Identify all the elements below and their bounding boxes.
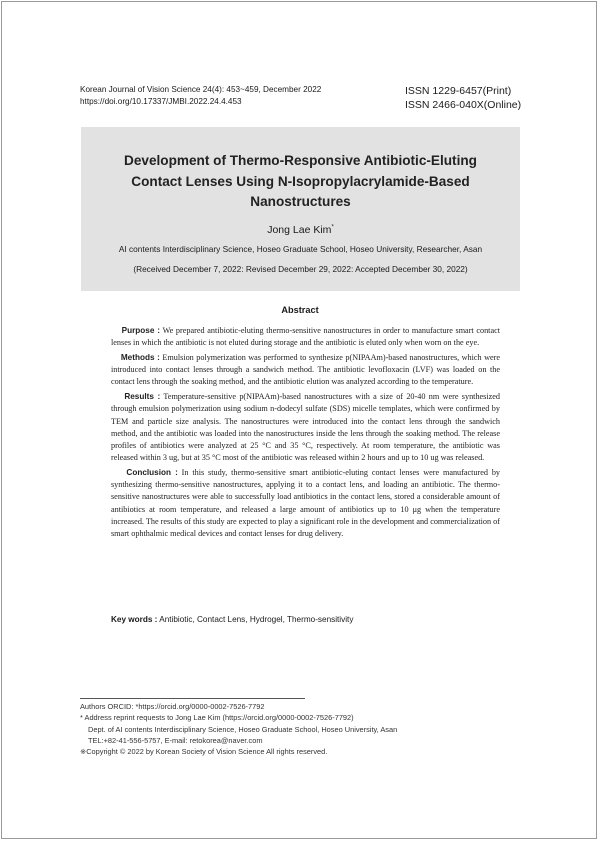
author-line <box>81 224 520 236</box>
author-mark: * <box>331 224 334 231</box>
keywords-label: Key words : <box>111 615 158 624</box>
abstract-purpose <box>111 325 500 349</box>
title-line-1: Development of Thermo-Responsive Antibiotic-Eluting <box>124 153 477 168</box>
purpose-label: Purpose : <box>121 326 161 335</box>
abstract-results <box>111 391 500 464</box>
keywords-text: Antibiotic, Contact Lens, Hydrogel, Thermo-sensitivity <box>159 615 354 624</box>
footnotes <box>80 701 520 757</box>
issn-online: ISSN 2466-040X(Online) <box>405 99 522 111</box>
abstract-methods <box>111 352 500 389</box>
keywords <box>111 615 500 624</box>
conclusion-label: Conclusion : <box>126 468 178 478</box>
results-label: Results : <box>124 392 161 402</box>
footnote-divider <box>80 698 305 699</box>
footnote-contact: TEL:+82-41-556-5757, E-mail: retokorea@naver.com <box>88 735 263 745</box>
author-affiliation: AI contents Interdisciplinary Science, Hoseo Graduate School, Hoseo University, Researcher, Asan <box>118 244 483 254</box>
journal-citation: Korean Journal of Vision Science 24(4): 453~459, December 2022 <box>80 85 322 94</box>
doi-link[interactable]: https://doi.org/10.17337/JMBI.2022.24.4.453 <box>80 97 242 106</box>
title-box <box>81 127 520 291</box>
methods-label: Methods : <box>120 353 160 362</box>
received-dates: (Received December 7, 2022: Revised December 29, 2022: Accepted December 30, 2022) <box>133 264 468 274</box>
conclusion-text: In this study, thermo-sensitive smart antibiotic-eluting contact lenses were manufactured by synthesizing thermo-sensitive nanostructures, applying it to a contact lens, and loading an antibiotic. The thermo-sensitive nanostructures were able to successfully load antibiotics in the contact lens, stored a considerable amount of antibiotics at room temperature, and released a large amount of antibiotics up to 10 μg when the temperature increased. The results of this study are expected to play a significant role in the development and commercialization of smart ophthalmic medical devices and contact lenses for drug delivery. <box>111 468 501 539</box>
purpose-text: We prepared antibiotic-eluting thermo-sensitive nanostructures in order to manufacture smart contact lenses in which the antibiotic is not eluted during storage and the antibiotic is eluted only when worn on the eye. <box>111 326 500 348</box>
journal-header <box>80 84 321 108</box>
footnote-dept: Dept. of AI contents Interdisciplinary Science, Hoseo Graduate School, Hoseo University, Asan <box>88 724 398 734</box>
author-name: Jong Lae Kim <box>267 224 332 236</box>
abstract-body <box>111 325 500 543</box>
abstract-heading: Abstract <box>281 305 319 315</box>
footnote-copyright: ※Copyright © 2022 by Korean Society of Vision Science All rights reserved. <box>80 747 328 757</box>
title-line-2: Contact Lenses Using N-Isopropylacrylamide-Based <box>131 173 470 189</box>
issn-block <box>405 84 521 112</box>
paper-title <box>81 151 520 213</box>
footnote-orcid: Authors ORCID: *https://orcid.org/0000-0002-7526-7792 <box>80 702 265 711</box>
abstract-conclusion <box>111 467 500 540</box>
title-line-3: Nanostructures <box>250 194 351 209</box>
footnote-reprint: * Address reprint requests to Jong Lae Kim (https://orcid.org/0000-0002-7526-7792) <box>80 713 354 723</box>
results-text: Temperature-sensitive p(NIPAAm)-based nanostructures with a size of 20-40 nm were synthesized through emulsion polymerization using sodium n-dodecyl sulfate (SDS) micelle templates, which were confirmed by TEM and particle size analysis. The nanostructures were introduced into the contact lens through the sandwich method, and the antibiotic was loaded into the nanostructures inside the lens through the soaking method. The release profiles of antibiotics were analyzed at 25 °C and 35 °C, respectively. At room temperature, the antibiotic was released within 3 ug, but at 35 °C most of the antibiotic was released within 2 hours and up to 10 ug was released. <box>111 392 500 463</box>
methods-text: Emulsion polymerization was performed to synthesize p(NIPAAm)-based nanostructures, which were introduced into contact lenses through a sandwich method. The antibiotic levofloxacin (LVF) was loaded on the contact lens through the soaking method, and the antibiotic elution was analyzed according to the temperature. <box>111 353 501 387</box>
issn-print: ISSN 1229-6457(Print) <box>405 85 512 97</box>
